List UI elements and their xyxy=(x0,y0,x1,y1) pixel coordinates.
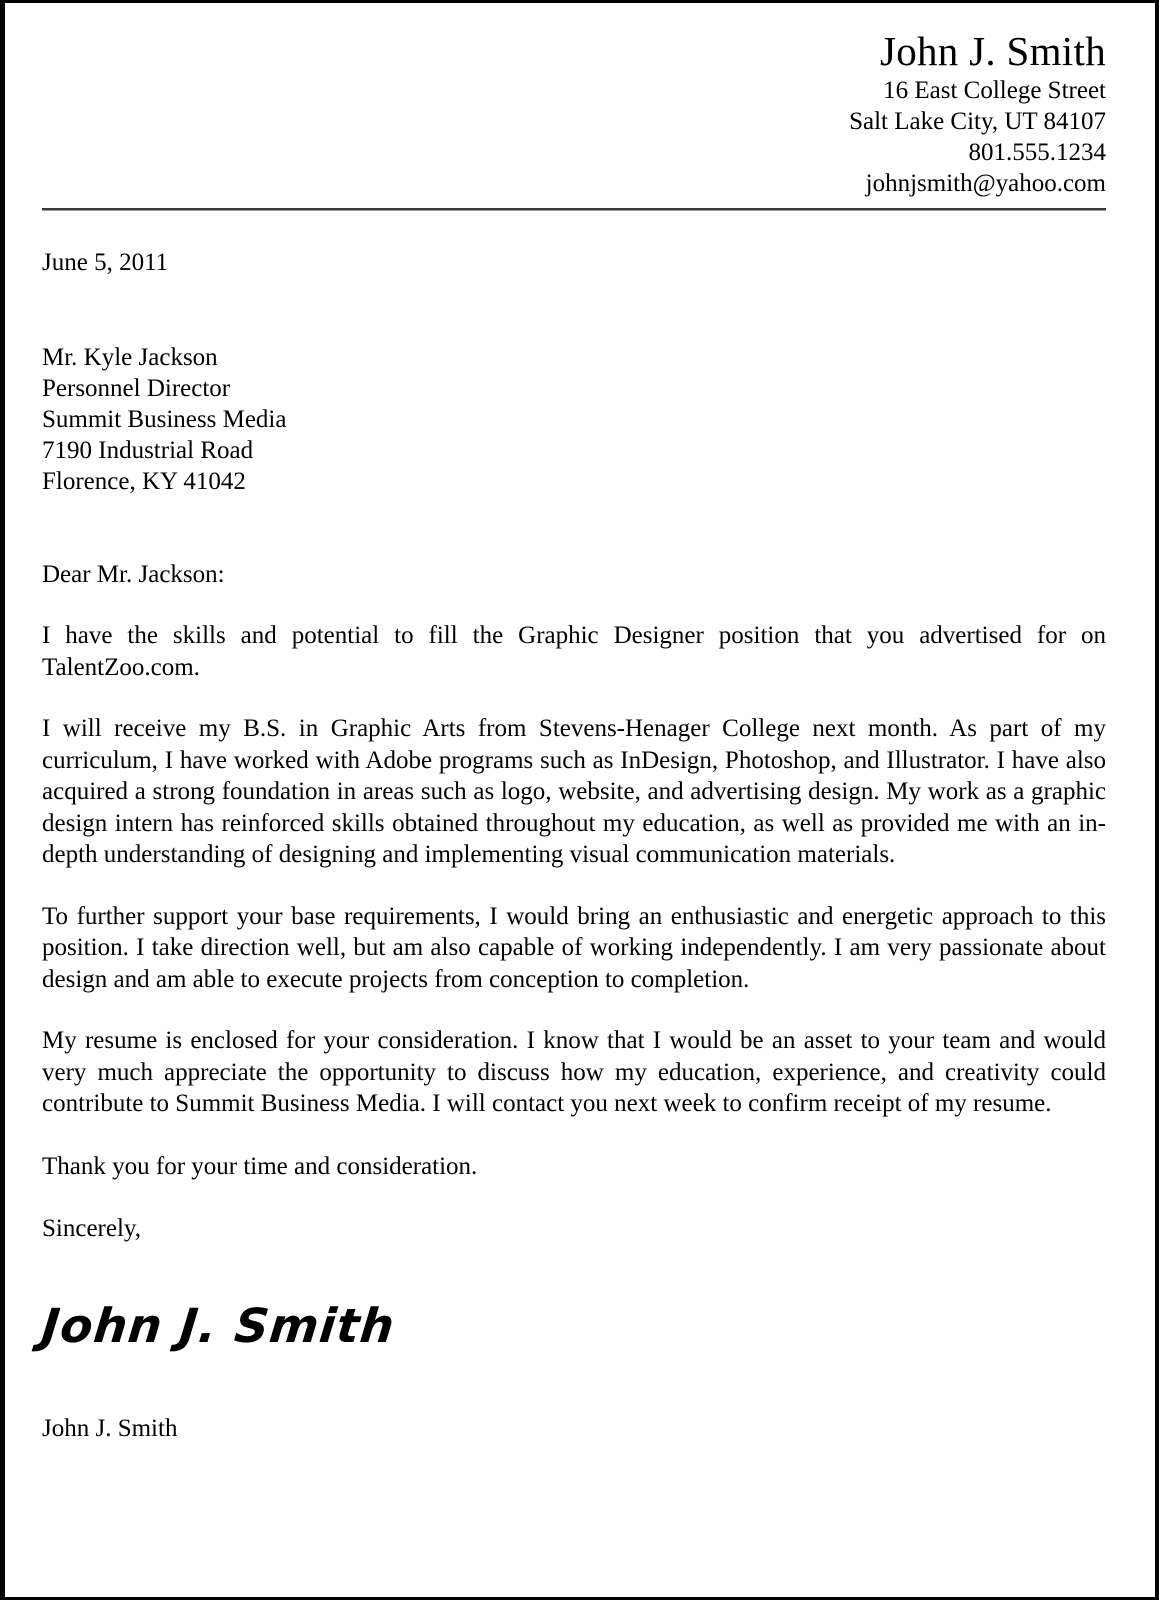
recipient-street: 7190 Industrial Road xyxy=(42,437,254,464)
body-paragraph-4: My resume is enclosed for your consideration. I know that I would be an asset to your team and would very much appreciate the opportunity to discuss how my education, experience, and creativity could contribute to Summit Business Media. I will contact you next week to confirm receipt of my resume. xyxy=(42,1027,1106,1117)
letter-body xyxy=(39,247,1106,1444)
letterhead-address-line-1: 16 East College Street xyxy=(883,77,1106,104)
recipient-block xyxy=(42,342,1106,497)
closing-line: Sincerely, xyxy=(42,1214,142,1242)
handwritten-signature: John J. Smith xyxy=(39,1298,398,1354)
body-paragraph-1: I have the skills and potential to fill the Graphic Designer position that you advertised for on TalentZoo.com. xyxy=(42,622,1106,681)
letterhead-address-line-2: Salt Lake City, UT 84107 xyxy=(849,108,1106,135)
typed-signature-name: John J. Smith xyxy=(42,1414,178,1442)
letter-date: June 5, 2011 xyxy=(42,249,169,276)
thank-you-line: Thank you for your time and consideration. xyxy=(42,1152,478,1180)
letterhead-phone: 801.555.1234 xyxy=(968,139,1106,166)
recipient-name: Mr. Kyle Jackson xyxy=(42,344,218,371)
letterhead-name: John J. Smith xyxy=(879,28,1106,74)
letterhead-email: johnjsmith@yahoo.com xyxy=(865,170,1106,197)
body-paragraph-2: I will receive my B.S. in Graphic Arts from Stevens-Henager College next month. As part of my curriculum, I have worked with Adobe programs such as InDesign, Photoshop, and Illustrator. I have also acquired a strong foundation in areas such as logo, website, and advertising design. My work as a graphic design intern has reinforced skills obtained throughout my education, as well as provided me with an in-depth understanding of designing and implementing visual communication materials. xyxy=(42,715,1106,868)
recipient-title: Personnel Director xyxy=(42,375,231,402)
body-paragraph-3: To further support your base requirements, I would bring an enthusiastic and energetic approach to this position. I take direction well, but am also capable of working independently. I am very passionate about design and am able to execute projects from conception to completion. xyxy=(42,902,1106,993)
letterhead-divider xyxy=(42,208,1106,211)
recipient-company: Summit Business Media xyxy=(42,406,287,433)
letterhead xyxy=(42,3,1106,211)
recipient-city-state-zip: Florence, KY 41042 xyxy=(42,468,246,495)
salutation: Dear Mr. Jackson: xyxy=(42,561,225,588)
letter-content xyxy=(39,3,1106,1597)
